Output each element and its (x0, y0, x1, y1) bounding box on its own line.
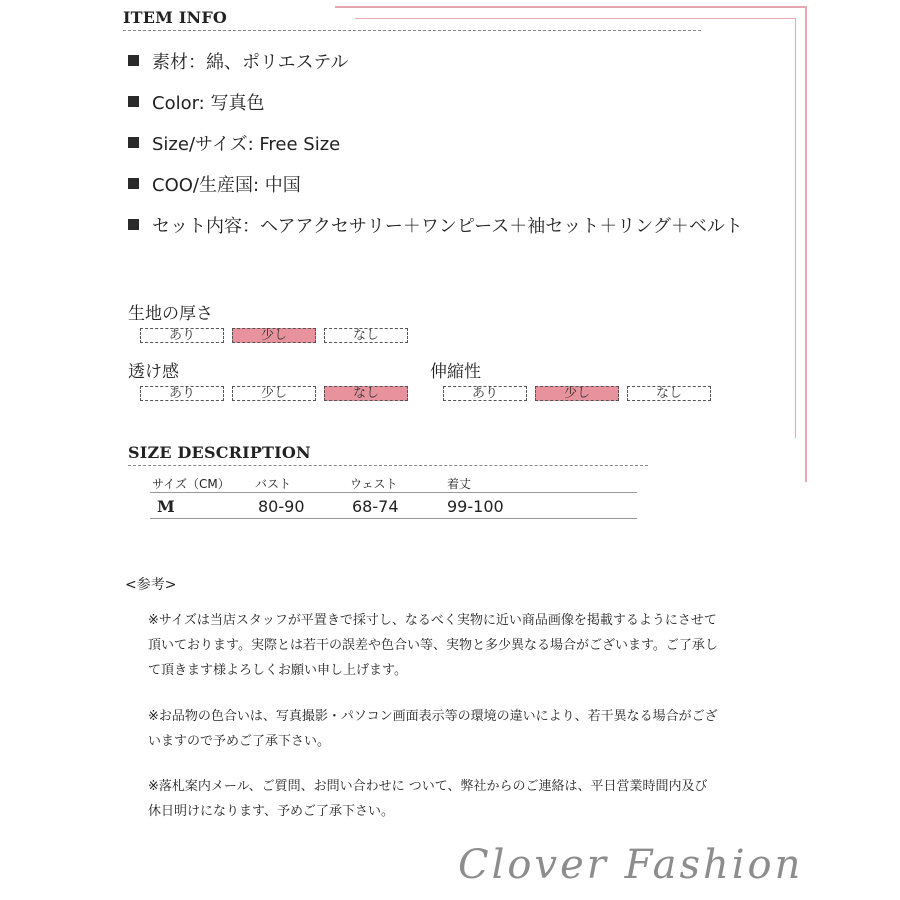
reference-note-3: ※落札案内メール、ご質問、お問い合わせに ついて、弊社からのご連絡は、平日営業時間内及び休日明けになります、予めご了承下さい。 (148, 779, 708, 819)
attr-stretch-option-ari: あり (443, 386, 527, 401)
attr-sheerness-option-ari: あり (140, 386, 224, 401)
size-row-label: M (157, 497, 175, 516)
frame-line-right-inner (795, 18, 796, 438)
size-header-waist: ウェスト (350, 477, 398, 491)
size-header-size: サイズ（CM） (152, 477, 230, 491)
attr-stretch-option-nashi: なし (627, 386, 711, 401)
info-row-origin: COO/生産国: 中国 (128, 171, 301, 197)
size-header-bust: バスト (255, 477, 292, 491)
reference-note-2: ※お品物の色合いは、写真撮影・パソコン画面表示等の環境の違いにより、若干異なる場合がございますので予めご了承下さい。 (148, 709, 718, 749)
item-info-title: ITEM INFO (123, 8, 228, 27)
size-row-bust: 80-90 (258, 497, 305, 516)
square-bullet-icon (128, 178, 139, 189)
size-header-underline (150, 492, 637, 493)
size-row-length: 99-100 (447, 497, 504, 516)
size-description-rule (128, 465, 648, 466)
attr-thickness-option-nashi: なし (324, 328, 408, 343)
item-info-rule (123, 30, 701, 31)
frame-line-right (805, 6, 807, 482)
reference-note-1: ※サイズは当店スタッフが平置きで採寸し、なるべく実物に近い商品画像を掲載するようにさせて頂いております。実際とは若干の誤差や色合い等、実物と多少異なる場合がございます。ご了承して頂きます様よろしくお願い申し上げます。 (148, 613, 718, 678)
info-row-color: Color: 写真色 (128, 89, 264, 115)
attr-thickness-option-sukoshi: 少し (232, 328, 316, 343)
info-row-material: 素材：綿、ポリエステル (128, 48, 348, 74)
square-bullet-icon (128, 55, 139, 66)
reference-title: <参考> (125, 577, 177, 593)
attr-stretch-option-sukoshi: 少し (535, 386, 619, 401)
attr-sheerness-option-sukoshi: 少し (232, 386, 316, 401)
size-description-title: SIZE DESCRIPTION (128, 443, 311, 462)
square-bullet-icon (128, 96, 139, 107)
size-row-waist: 68-74 (352, 497, 399, 516)
square-bullet-icon (128, 219, 139, 230)
square-bullet-icon (128, 137, 139, 148)
frame-line-top-inner (355, 18, 795, 19)
attr-sheerness-label: 透け感 (128, 362, 179, 382)
frame-line-top (335, 6, 805, 8)
attr-thickness-label: 生地の厚さ (128, 304, 213, 324)
brand-logo: Clover Fashion (458, 842, 804, 888)
attr-sheerness-option-nashi: なし (324, 386, 408, 401)
attr-thickness-option-ari: あり (140, 328, 224, 343)
info-row-set-contents: セット内容：ヘアアクセサリー＋ワンピース＋袖セット＋リング＋ベルト (128, 212, 743, 238)
attr-stretch-label: 伸縮性 (430, 362, 481, 382)
info-row-size: Size/サイズ: Free Size (128, 130, 340, 156)
size-row-underline (150, 518, 637, 519)
size-header-length: 着丈 (447, 477, 472, 491)
